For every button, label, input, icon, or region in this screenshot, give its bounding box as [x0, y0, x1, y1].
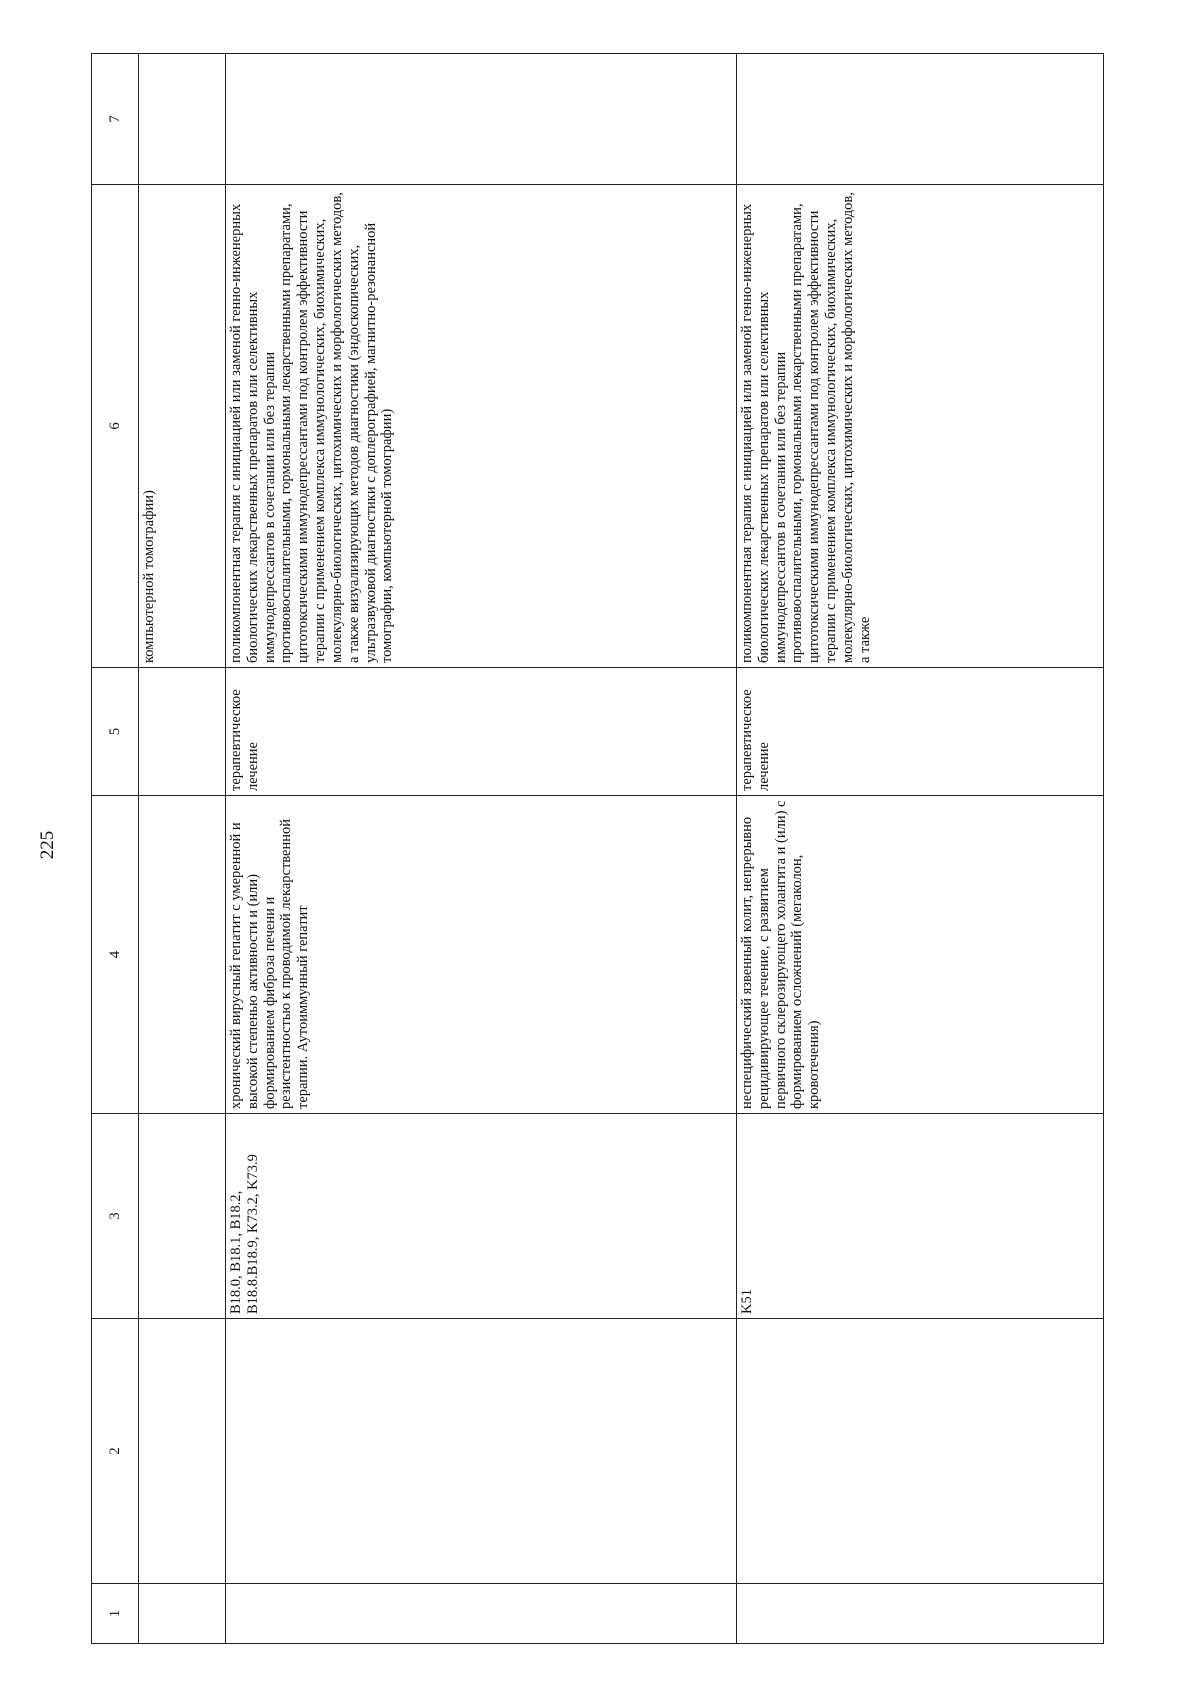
- table-cell: компьютерной томографии): [139, 185, 226, 668]
- table-cell: [226, 54, 737, 185]
- table-cell: [226, 1319, 737, 1584]
- table-cell: [737, 54, 1104, 185]
- icd-codes-cell: B18.0, B18.1, B18.2, B18.8.B18.9, K73.2, K73.9: [226, 1114, 737, 1319]
- table-cell: [737, 1584, 1104, 1644]
- table-cell: [139, 1319, 226, 1584]
- column-header: 5: [92, 668, 139, 796]
- diagnosis-cell: неспецифический язвенный колит, непрерывно рецидивирующее течение, с развитием первичного склерозирующего холангита и (или) с формированием осложнений (мегаколон, кровотечения): [737, 796, 1104, 1114]
- page-number: 225: [37, 830, 58, 860]
- table-cell: [139, 54, 226, 185]
- treatment-type-cell: терапевтическое лечение: [226, 668, 737, 796]
- column-header: 3: [92, 1114, 139, 1319]
- table-row: [226, 54, 737, 1644]
- column-header: 2: [92, 1319, 139, 1584]
- column-header: 6: [92, 185, 139, 668]
- diagnosis-cell: хронический вирусный гепатит с умеренной и высокой степенью активности и (или) формированием фиброза печени и резистентностью к проводимой лекарственной терапии. Аутоиммунный гепатит: [226, 796, 737, 1114]
- table-cell: [139, 796, 226, 1114]
- treatment-method-cell: поликомпонентная терапия с инициацией или заменой генно-инженерных биологических лекарственных препаратов или селективных иммунодепрессантов в сочетании или без терапии противовоспалительными, гормональными лекарственными препаратами, цитотоксическими иммунодепрессантами под контролем эффективности терапии с применением комплекса иммунологических, биохимических, молекулярно-биологических, цитохимических и морфологических методов, а также визуализирующих методов диагностики (эндоскопических, ультразвуковой диагностики с доплерографией, магнитно-резонансной томографии, компьютерной томографии): [226, 185, 737, 668]
- column-header: 7: [92, 54, 139, 185]
- table-cell: [226, 1584, 737, 1644]
- table-cell: [139, 668, 226, 796]
- header-row: [92, 54, 139, 1644]
- table-cell: [139, 1114, 226, 1319]
- table-cell: [737, 1319, 1104, 1584]
- medical-services-table: [91, 53, 1104, 1644]
- column-header: 4: [92, 796, 139, 1114]
- treatment-method-cell: поликомпонентная терапия с инициацией или заменой генно-инженерных биологических лекарственных препаратов или селективных иммунодепрессантов в сочетании или без терапии противовоспалительными, гормональными лекарственными препаратами, цитотоксическими иммунодепрессантами под контролем эффективности терапии с применением комплекса иммунологических, биохимических, молекулярно-биологических, цитохимических и морфологических методов, а также: [737, 185, 1104, 668]
- treatment-type-cell: терапевтическое лечение: [737, 668, 1104, 796]
- column-header: 1: [92, 1584, 139, 1644]
- table-row: [139, 54, 226, 1644]
- table-row: [737, 54, 1104, 1644]
- table-cell: [139, 1584, 226, 1644]
- icd-codes-cell: K51: [737, 1114, 1104, 1319]
- rotated-table-wrapper: [91, 54, 1104, 1644]
